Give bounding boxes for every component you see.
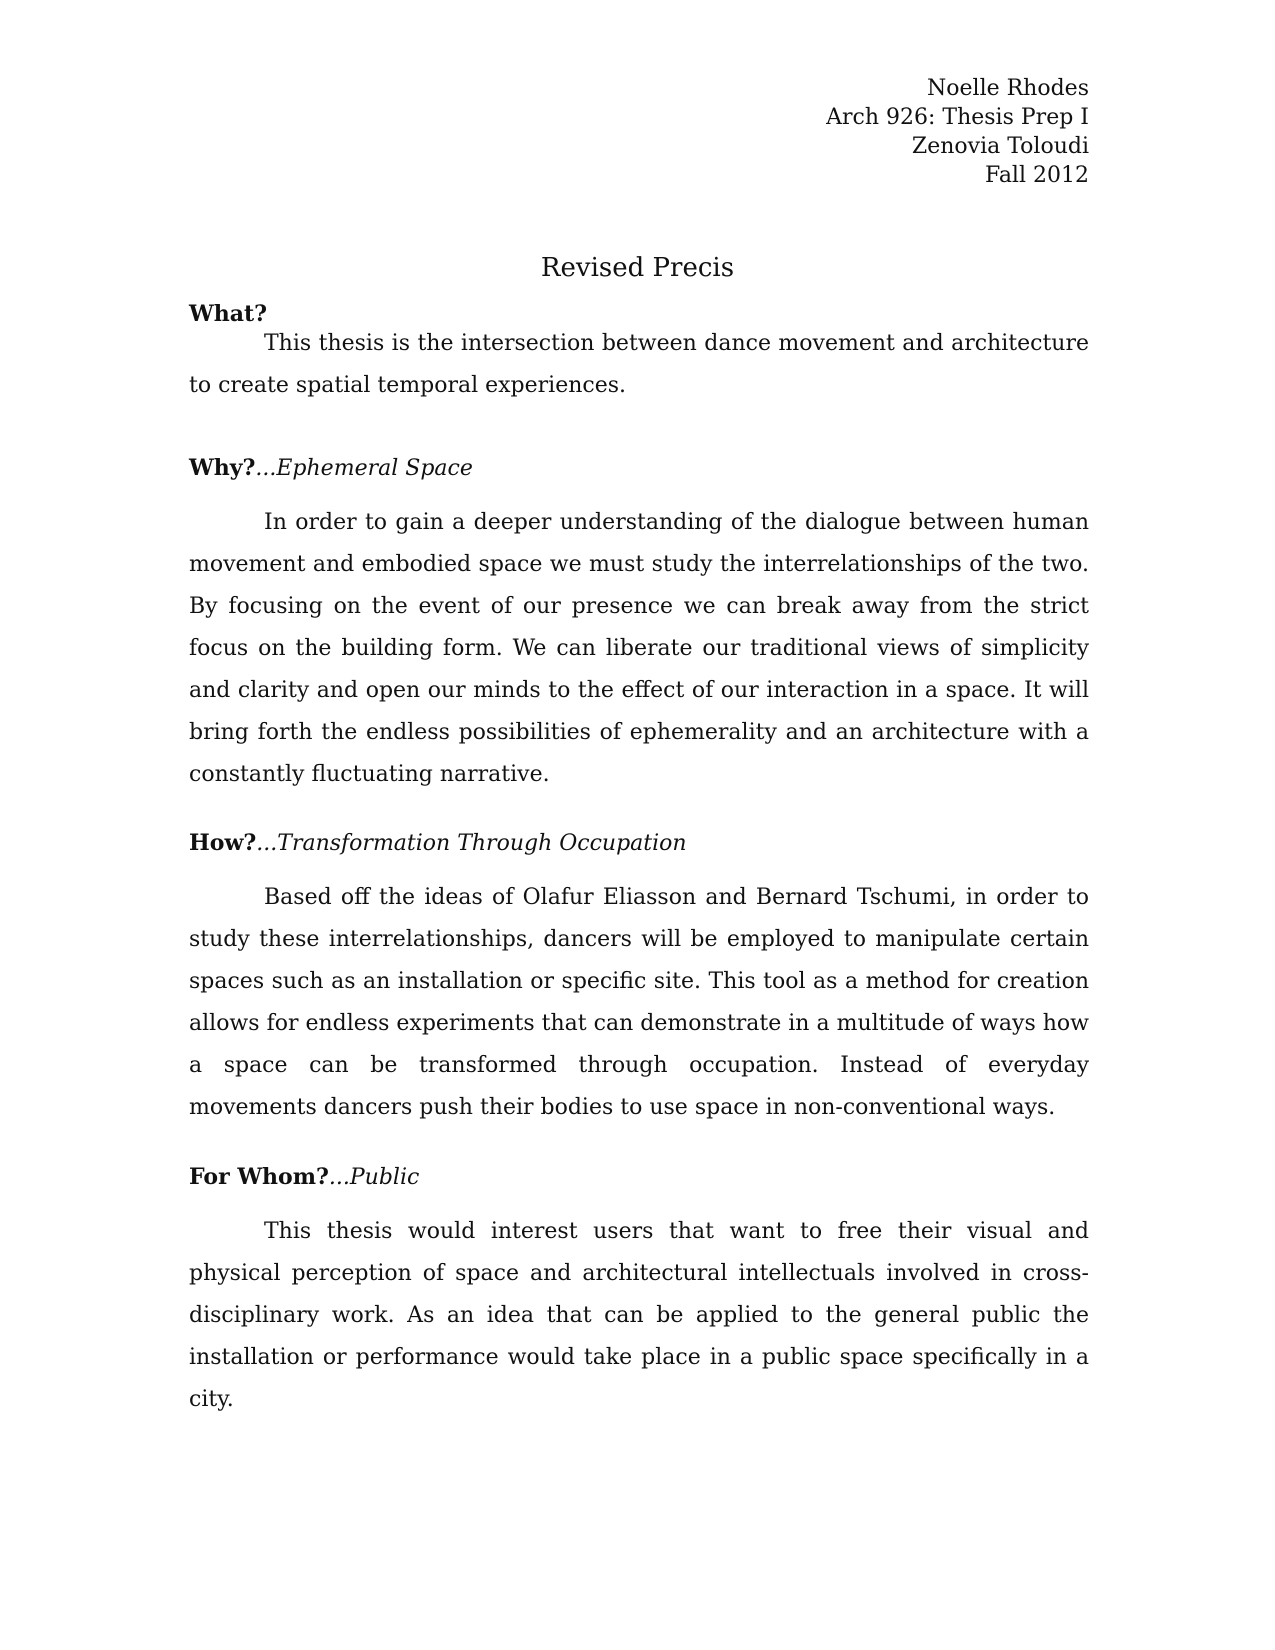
section-label: Why? — [189, 455, 256, 481]
section-label: How? — [189, 830, 257, 856]
document-title: Revised Precis — [540, 253, 735, 283]
section-heading — [189, 454, 1089, 483]
section-label: What? — [189, 301, 268, 327]
section-subtitle: ...Ephemeral Space — [255, 456, 473, 481]
section-paragraph: Based off the ideas of Olafur Eliasson and Bernard Tschumi, in order to study these interrelationships, dancers will be employed to manipulate certain spaces such as an installation or specific site. This tool as a method for creation allows for endless experiments that can demonstrate in a multitude of ways how a space can be transformed through occupation. Instead of everyday movements dancers push their bodies to use space in non-conventional ways. — [189, 885, 1089, 1120]
section-paragraph: In order to gain a deeper understanding of the dialogue between human movement and embodied space we must study the interrelationships of the two. By focusing on the event of our presence we can break away from the strict focus on the building form. We can liberate our traditional views of simplicity and clarity and open our minds to the effect of our interaction in a space. It will bring forth the endless possibilities of ephemerality and an architecture with a constantly fluctuating narrative. — [189, 510, 1089, 787]
section-paragraph: This thesis would interest users that want to free their visual and physical perception of space and architectural intellectuals involved in cross-disciplinary work. As an idea that can be applied to the general public the installation or performance would take place in a public space specifically in a city. — [189, 1219, 1089, 1412]
header-block — [826, 74, 1089, 190]
instructor-name: Zenovia Toloudi — [911, 134, 1089, 159]
section-what — [189, 300, 1089, 407]
term: Fall 2012 — [985, 163, 1089, 188]
author-name: Noelle Rhodes — [927, 76, 1089, 101]
section-subtitle: ...Public — [328, 1165, 420, 1190]
section-label: For Whom? — [189, 1164, 329, 1190]
section-paragraph: This thesis is the intersection between dance movement and architecture to create spatial temporal experiences. — [189, 331, 1089, 398]
section-heading — [189, 829, 1089, 858]
section-for-whom — [189, 1163, 1089, 1421]
course-name: Arch 926: Thesis Prep I — [826, 105, 1089, 130]
section-how — [189, 829, 1089, 1129]
section-why — [189, 454, 1089, 796]
section-heading — [189, 1163, 1089, 1192]
section-subtitle: ...Transformation Through Occupation — [256, 831, 687, 856]
